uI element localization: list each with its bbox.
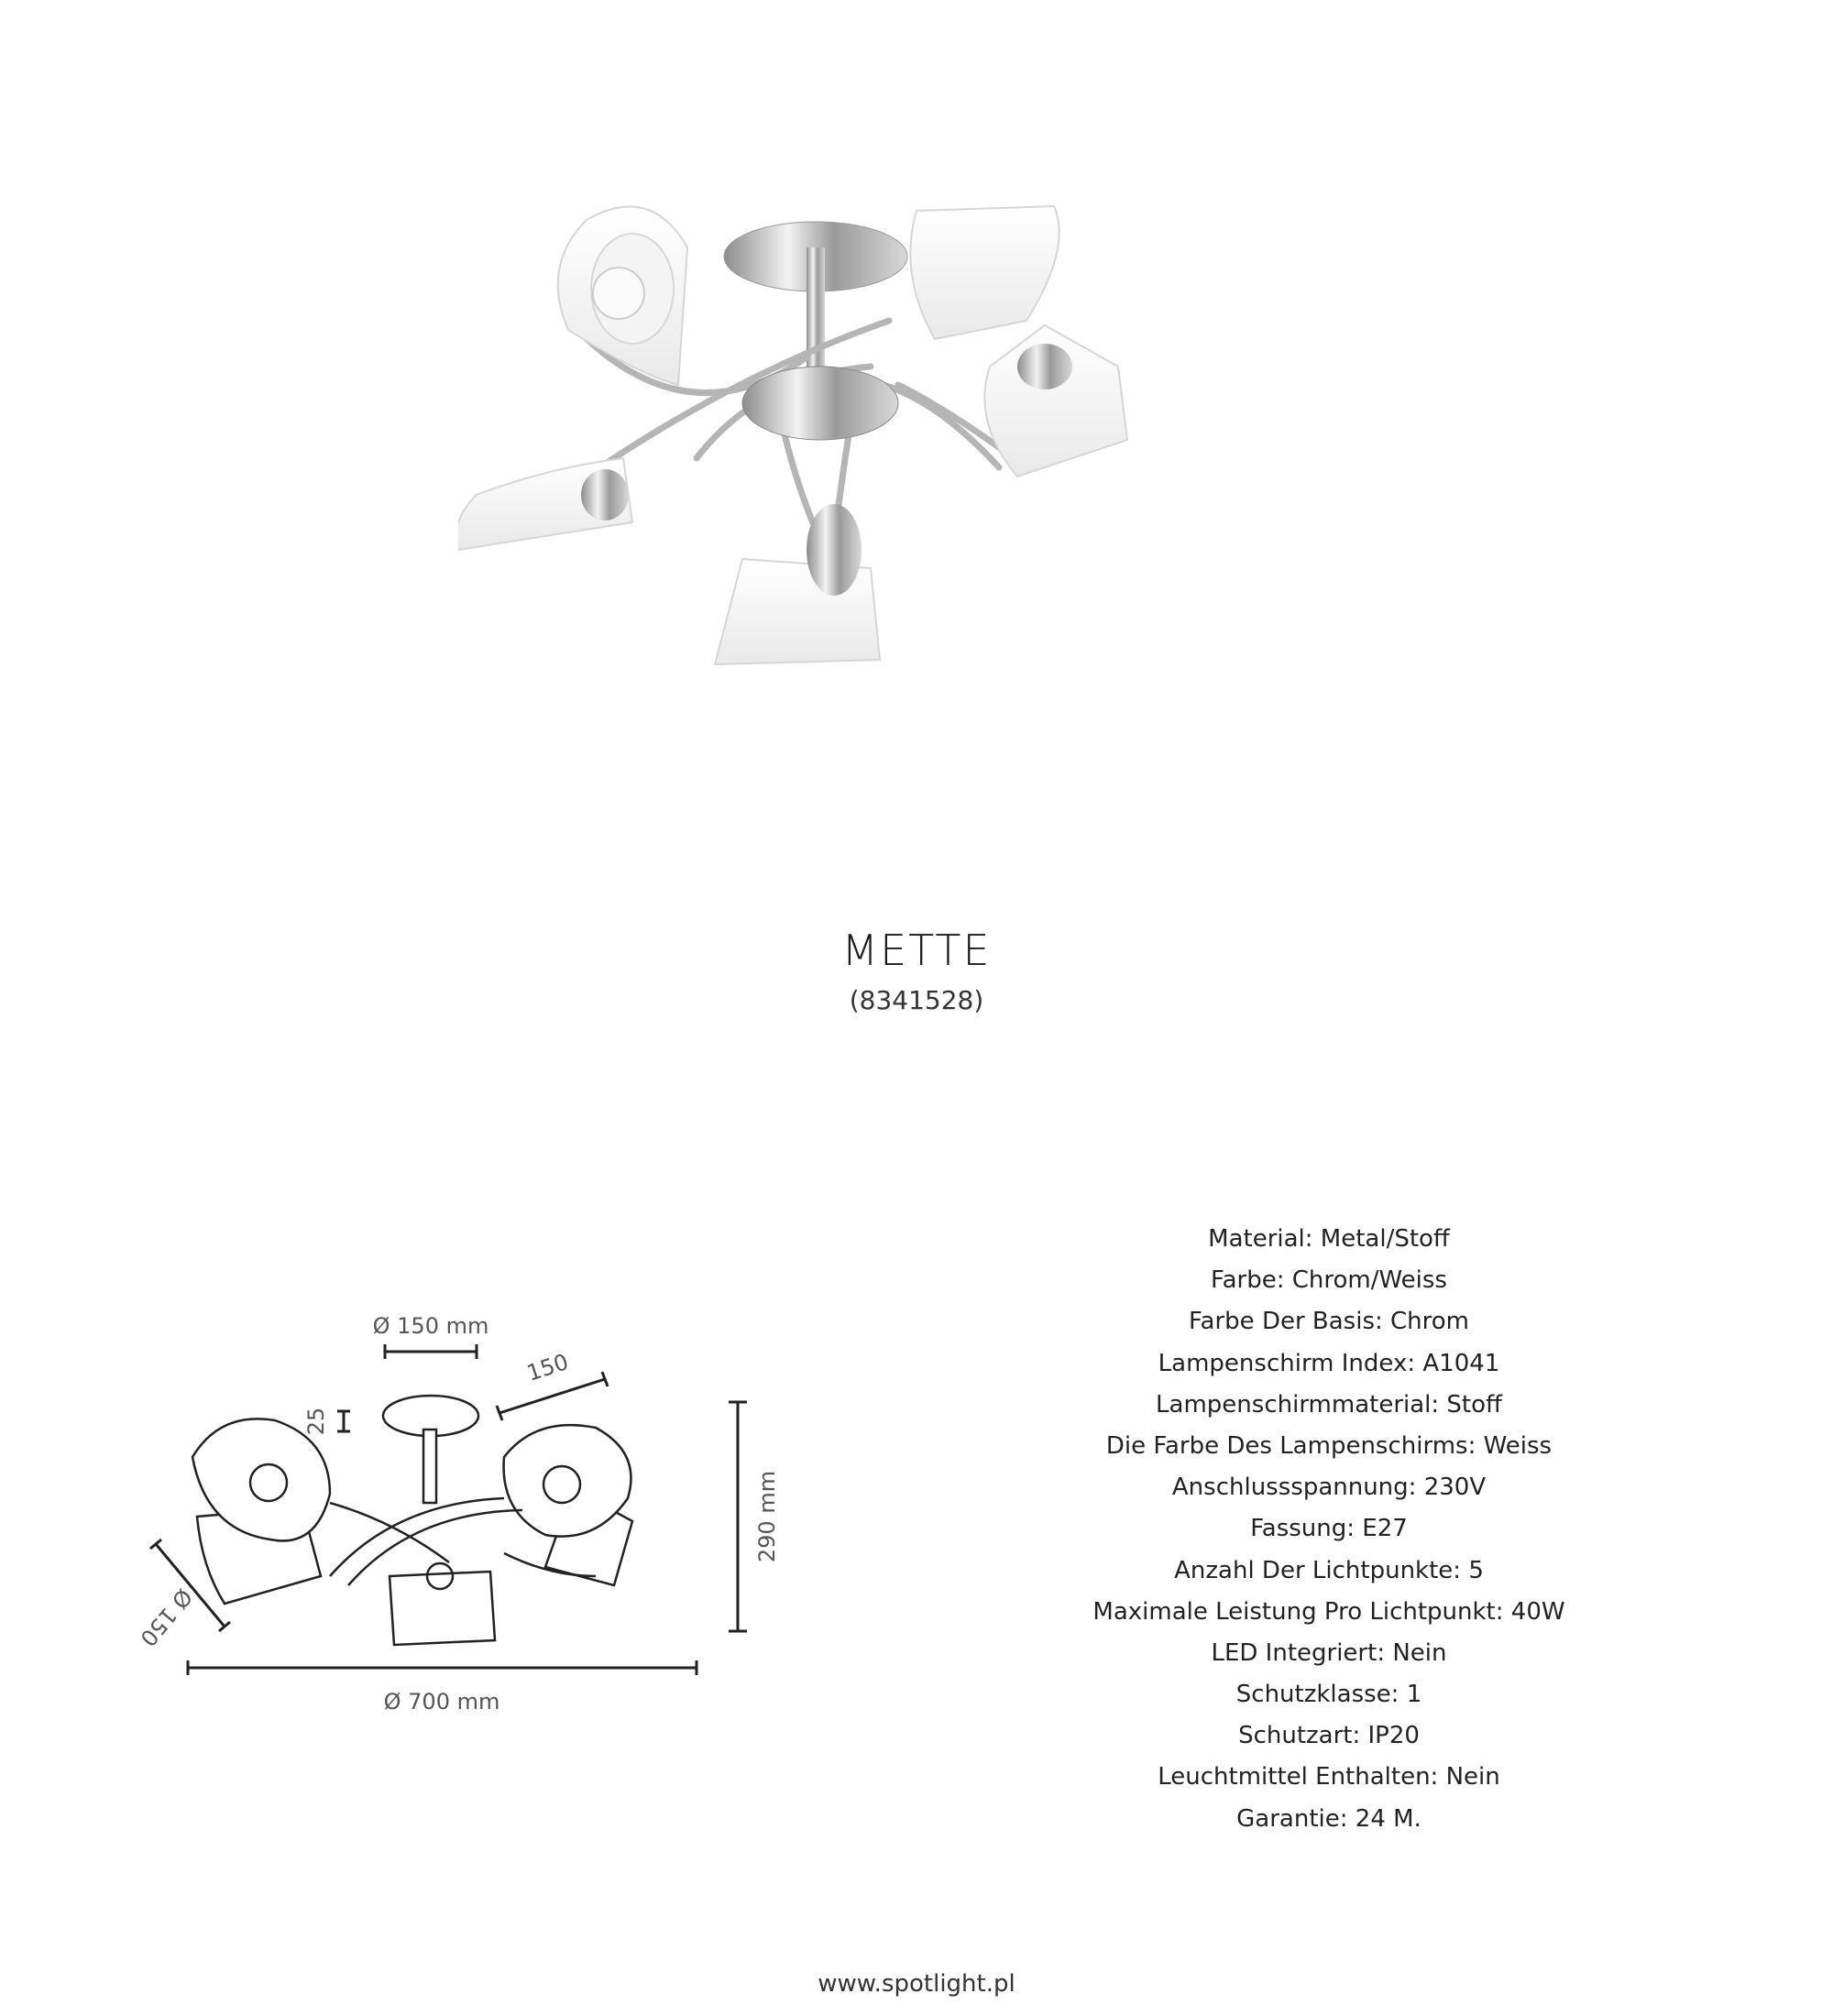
product-name: METTE (841, 926, 992, 975)
spec-socket: Fassung: E27 (1250, 1515, 1408, 1543)
footer-url[interactable]: www.spotlight.pl (818, 1970, 1015, 1998)
spec-light-points: Anzahl Der Lichtpunkte: 5 (1174, 1556, 1484, 1584)
dim-base-height: 25 (303, 1407, 329, 1436)
spec-protection-class: Schutzklasse: 1 (1235, 1681, 1422, 1709)
product-code: (8341528) (849, 985, 984, 1015)
spec-max-power: Maximale Leistung Pro Lichtpunkt: 40W (1092, 1597, 1565, 1626)
dimension-drawing (119, 1301, 816, 1741)
spec-shade-material: Lampenschirmmaterial: Stoff (1156, 1390, 1502, 1419)
product-photo (458, 192, 1375, 706)
dim-total-height: 290 mm (754, 1470, 780, 1563)
spec-color: Farbe: Chrom/Weiss (1211, 1266, 1447, 1295)
spec-led: LED Integriert: Nein (1211, 1638, 1447, 1667)
spec-bulbs-included: Leuchtmittel Enthalten: Nein (1158, 1763, 1500, 1791)
spec-list (1008, 1219, 1650, 1840)
spec-shade-index: Lampenschirm Index: A1041 (1158, 1349, 1500, 1377)
spec-warranty: Garantie: 24 M. (1236, 1804, 1421, 1833)
spec-voltage: Anschlussspannung: 230V (1171, 1474, 1487, 1502)
spec-shade-color: Die Farbe Des Lampenschirms: Weiss (1105, 1431, 1553, 1460)
spec-base-color: Farbe Der Basis: Chrom (1188, 1308, 1470, 1336)
dim-base-diameter: Ø 150 mm (372, 1313, 489, 1339)
spec-ip-rating: Schutzart: IP20 (1238, 1722, 1420, 1750)
spec-material: Material: Metal/Stoff (1208, 1225, 1450, 1253)
dim-shade-diameter: Ø 150 (135, 1583, 198, 1651)
dim-arm-length: 150 (523, 1348, 572, 1386)
dim-total-diameter: Ø 700 mm (383, 1689, 500, 1715)
